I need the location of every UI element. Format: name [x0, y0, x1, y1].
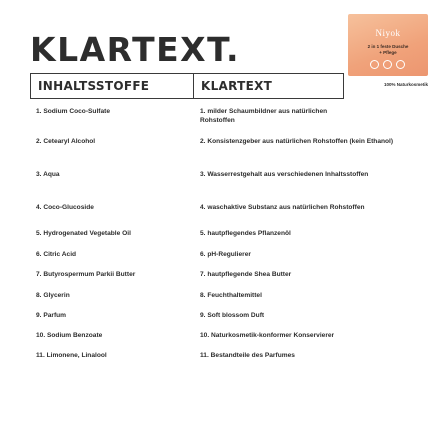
- explanation-cell: 10. Naturkosmetik-konformer Konservierer: [200, 332, 335, 339]
- explanation-cell: 8. Feuchthaltemittel: [200, 292, 262, 299]
- ingredient-cell: 4. Coco-Glucoside: [36, 204, 94, 211]
- ingredient-cell: 10. Sodium Benzoate: [36, 332, 103, 339]
- ingredient-cell: 9. Parfum: [36, 312, 67, 319]
- page-title: KLARTEXT.: [30, 30, 241, 69]
- ingredient-cell: 3. Aqua: [36, 171, 60, 178]
- product-name-line2: + Pflege: [379, 50, 397, 55]
- ingredient-cell: 5. Hydrogenated Vegetable Oil: [36, 230, 131, 237]
- ingredient-cell: 2. Cetearyl Alcohol: [36, 138, 96, 145]
- ingredient-cell: 7. Butyrospermum Parkii Butter: [36, 271, 136, 278]
- seal-icon: [396, 60, 405, 69]
- explanation-cell: 2. Konsistenzgeber aus natürlichen Rohstoffen (kein Ethanol): [200, 138, 394, 145]
- explanation-cell: 3. Wasserrestgehalt aus verschiedenen Inhaltsstoffen: [200, 171, 369, 178]
- ingredient-cell: 1. Sodium Coco-Sulfate: [36, 108, 111, 115]
- explanation-cell: 11. Bestandteile des Parfumes: [200, 352, 295, 359]
- product-box: [348, 14, 428, 76]
- product-name-line1: 2 in 1 feste Dusche: [367, 44, 409, 49]
- header-klartext: KLARTEXT: [193, 73, 344, 99]
- ingredient-cell: 6. Citric Acid: [36, 251, 77, 258]
- header-ingredients: INHALTSSTOFFE: [30, 73, 194, 99]
- product-brand: Niyok: [375, 28, 401, 38]
- explanation-cell: 5. hautpflegendes Pflanzenöl: [200, 230, 291, 237]
- seal-icon: [383, 60, 392, 69]
- product-image: [348, 10, 428, 87]
- product-claim: 100% Naturkosmetik: [383, 82, 428, 87]
- explanation-cell: 6. pH-Regulierer: [200, 251, 251, 258]
- explanation-cell: 1. milder Schaumbildner aus natürlichen Rohstoffen: [200, 108, 328, 124]
- ingredient-cell: 11. Limonene, Linalool: [36, 352, 107, 359]
- explanation-cell: 7. hautpflegende Shea Butter: [200, 271, 292, 278]
- seal-icon: [370, 60, 379, 69]
- explanation-cell: 9. Soft blossom Duft: [200, 312, 265, 319]
- ingredient-cell: 8. Glycerin: [36, 292, 70, 299]
- explanation-cell: 4. waschaktive Substanz aus natürlichen Rohstoffen: [200, 204, 365, 211]
